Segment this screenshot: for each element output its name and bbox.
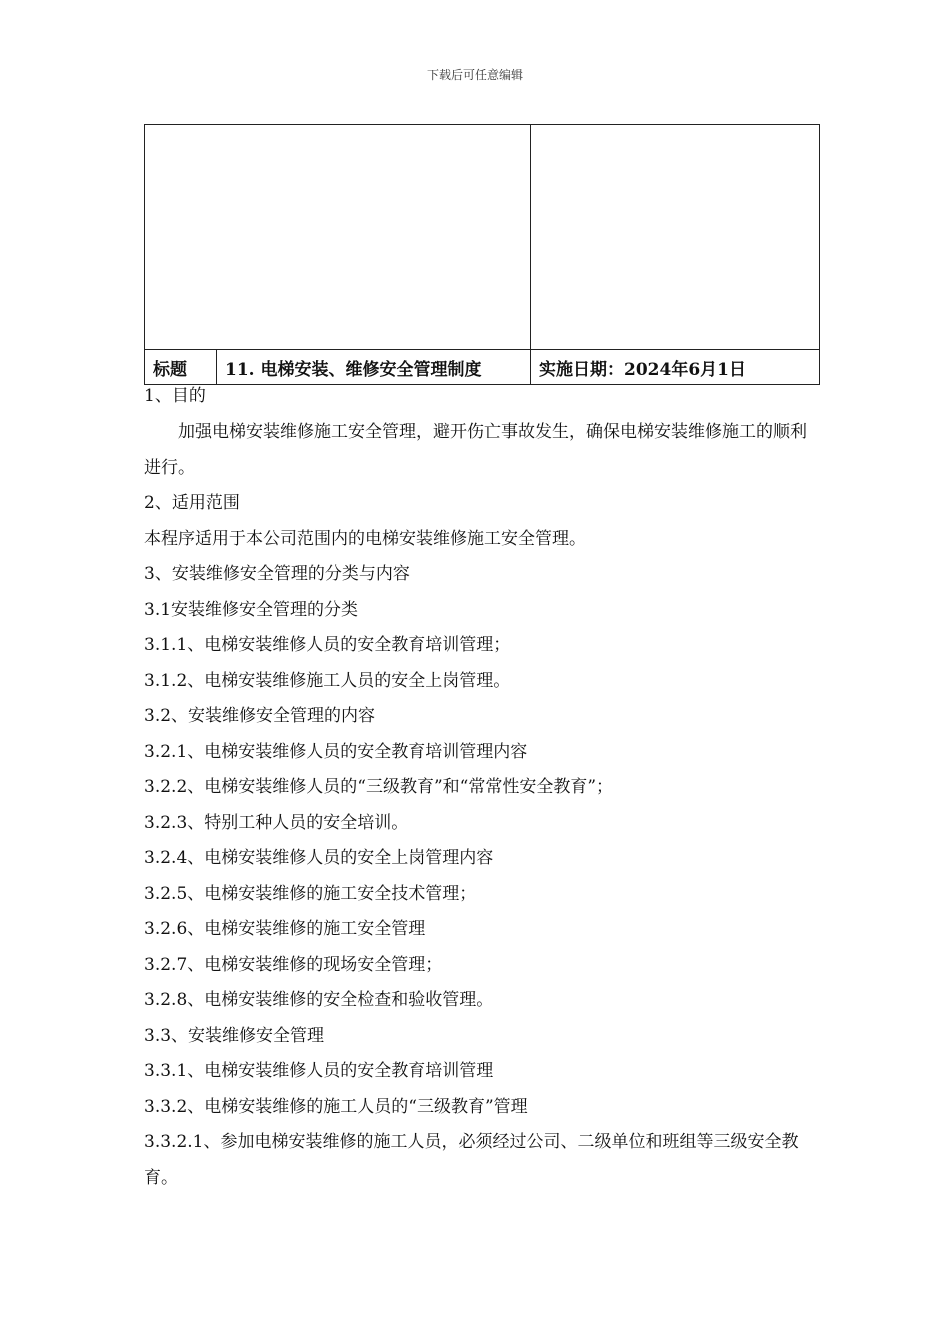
title-label: 标题: [153, 359, 187, 380]
blank-cell-left: [145, 125, 531, 350]
list-item: 3.2.7、电梯安装维修的现场安全管理；: [144, 955, 443, 975]
list-item: 3.2、安装维修安全管理的内容: [144, 706, 376, 726]
list-item: 3.2.5、电梯安装维修的施工安全技术管理；: [144, 884, 477, 904]
document-title: 11. 电梯安装、维修安全管理制度: [225, 359, 482, 380]
section-heading-scope: 2、适用范围: [144, 493, 240, 513]
header-note: 下载后可任意编辑: [426, 68, 523, 82]
list-item: 3.1安装维修安全管理的分类: [144, 600, 359, 620]
blank-cell-right: [531, 125, 820, 350]
list-item: 3.2.6、电梯安装维修的施工安全管理: [144, 919, 426, 939]
list-item: 3.1.1、电梯安装维修人员的安全教育培训管理；: [144, 635, 511, 655]
list-item: 3.2.8、电梯安装维修的安全检查和验收管理。: [144, 990, 494, 1010]
blank-row: [145, 125, 820, 350]
list-item: 3.2.3、特别工种人员的安全培训。: [144, 813, 409, 833]
effective-date: 实施日期：2024年6月1日: [539, 359, 746, 380]
list-item: 3.2.2、电梯安装维修人员的“三级教育”和“常常性安全教育”；: [144, 777, 614, 797]
paragraph-three-level-education: 3.3.2.1、参加电梯安装维修的施工人员，必须经过公司、二级单位和班组等三级安全教育。: [144, 1132, 799, 1188]
list-item: 3.3.1、电梯安装维修人员的安全教育培训管理: [144, 1061, 494, 1081]
document-header-table: [144, 124, 820, 385]
list-item: 3.1.2、电梯安装维修施工人员的安全上岗管理。: [144, 671, 511, 691]
paragraph-scope: 本程序适用于本公司范围内的电梯安装维修施工安全管理。: [144, 529, 586, 549]
section-heading-purpose: 1、目的: [144, 386, 206, 406]
section-heading-classification: 3、安装维修安全管理的分类与内容: [144, 564, 410, 584]
list-item: 3.3.2、电梯安装维修的施工人员的“三级教育”管理: [144, 1097, 528, 1117]
paragraph-purpose: 加强电梯安装维修施工安全管理，避开伤亡事故发生，确保电梯安装维修施工的顺利进行。: [144, 422, 807, 478]
list-item: 3.2.1、电梯安装维修人员的安全教育培训管理内容: [144, 742, 528, 762]
list-item: 3.2.4、电梯安装维修人员的安全上岗管理内容: [144, 848, 494, 868]
list-item: 3.3、安装维修安全管理: [144, 1026, 325, 1046]
